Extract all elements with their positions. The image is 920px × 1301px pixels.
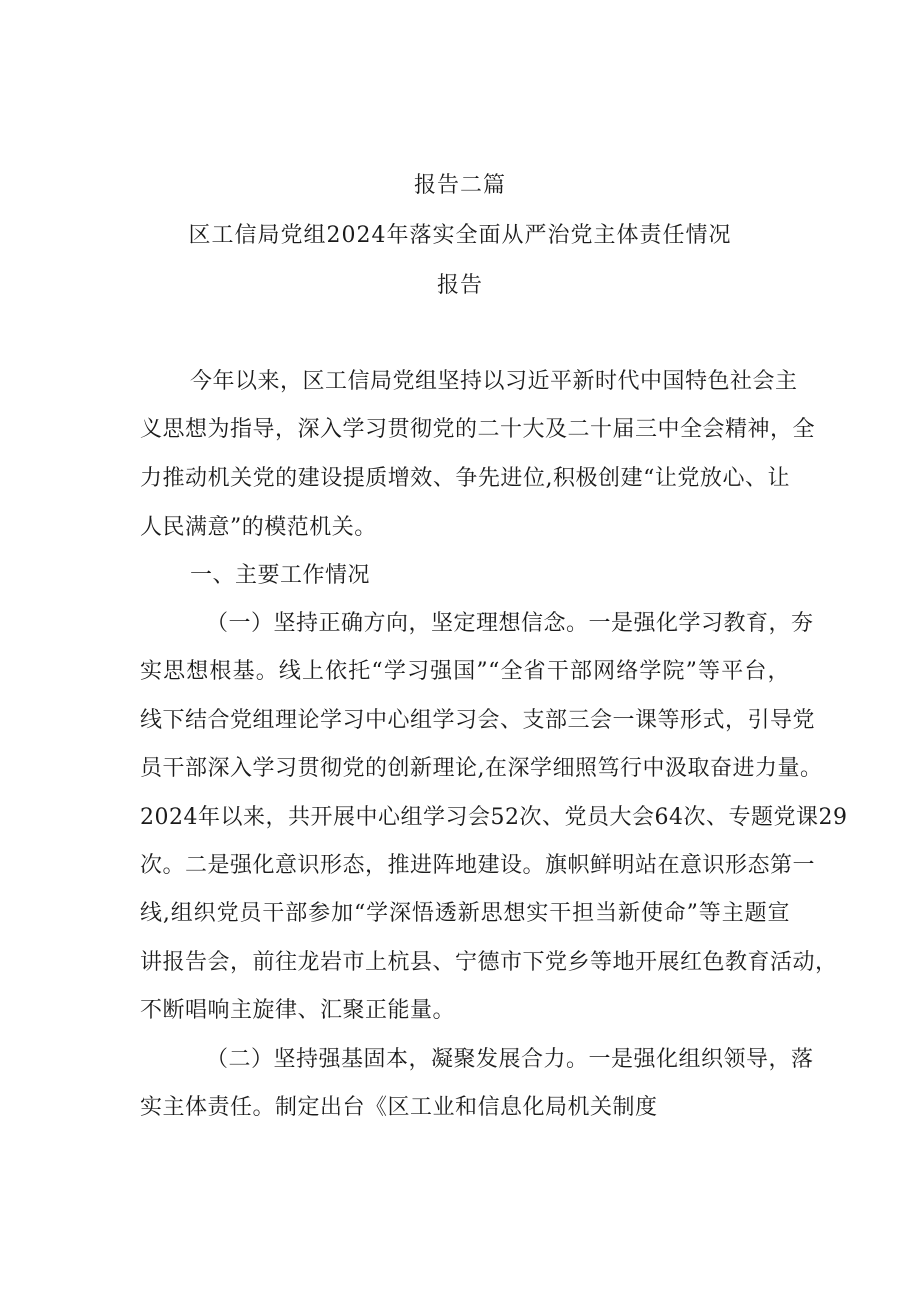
paragraph-1-line-2: 义思想为指导，深入学习贯彻党的二十大及二十届三中全会精神，全: [140, 417, 816, 442]
paragraph-2-line-1: （一）坚持正确方向，坚定理想信念。一是强化学习教育，夯: [206, 611, 814, 636]
paragraph-2-line-4: 员干部深入学习贯彻党的创新理论,在深学细照笃行中汲取奋进力量。: [140, 756, 823, 781]
paragraph-2-line-6: 次。二是强化意识形态，推进阵地建设。旗帜鲜明站在意识形态第一: [140, 853, 816, 878]
paragraph-3-line-1: （二）坚持强基固本，凝聚发展合力。一是强化组织领导，落: [206, 1047, 814, 1072]
paragraph-2-line-3: 线下结合党组理论学习中心组学习会、支部三会一课等形式，引导党: [140, 708, 816, 733]
document-title-line-2: 报告: [436, 273, 483, 298]
document-heading: 报告二篇: [413, 173, 506, 198]
paragraph-2-line-7: 线,组织党员干部参加“学深悟透新思想实干担当新使命”等主题宣: [140, 901, 790, 926]
paragraph-3-line-2: 实主体责任。制定出台《区工业和信息化局机关制度: [140, 1095, 658, 1120]
document-title-line-1: 区工信局党组2024年落实全面从严治党主体责任情况: [188, 223, 732, 248]
paragraph-2-line-8: 讲报告会，前往龙岩市上杭县、宁德市下党乡等地开展红色教育活动，: [140, 950, 838, 975]
section-heading-1: 一、主要工作情况: [190, 563, 371, 588]
paragraph-1-line-3: 力推动机关党的建设提质增效、争先进位,积极创建“让党放心、让: [140, 466, 790, 491]
paragraph-1-line-1: 今年以来，区工信局党组坚持以习近平新时代中国特色社会主: [190, 369, 798, 394]
paragraph-1-line-4: 人民满意”的模范机关。: [140, 515, 377, 540]
paragraph-2-line-9: 不断唱响主旋律、汇聚正能量。: [140, 998, 456, 1023]
paragraph-2-line-2: 实思想根基。线上依托“学习强国”“全省干部网络学院”等平台，: [140, 659, 790, 684]
paragraph-2-line-5: 2024年以来，共开展中心组学习会52次、党员大会64次、专题党课29: [140, 805, 848, 830]
